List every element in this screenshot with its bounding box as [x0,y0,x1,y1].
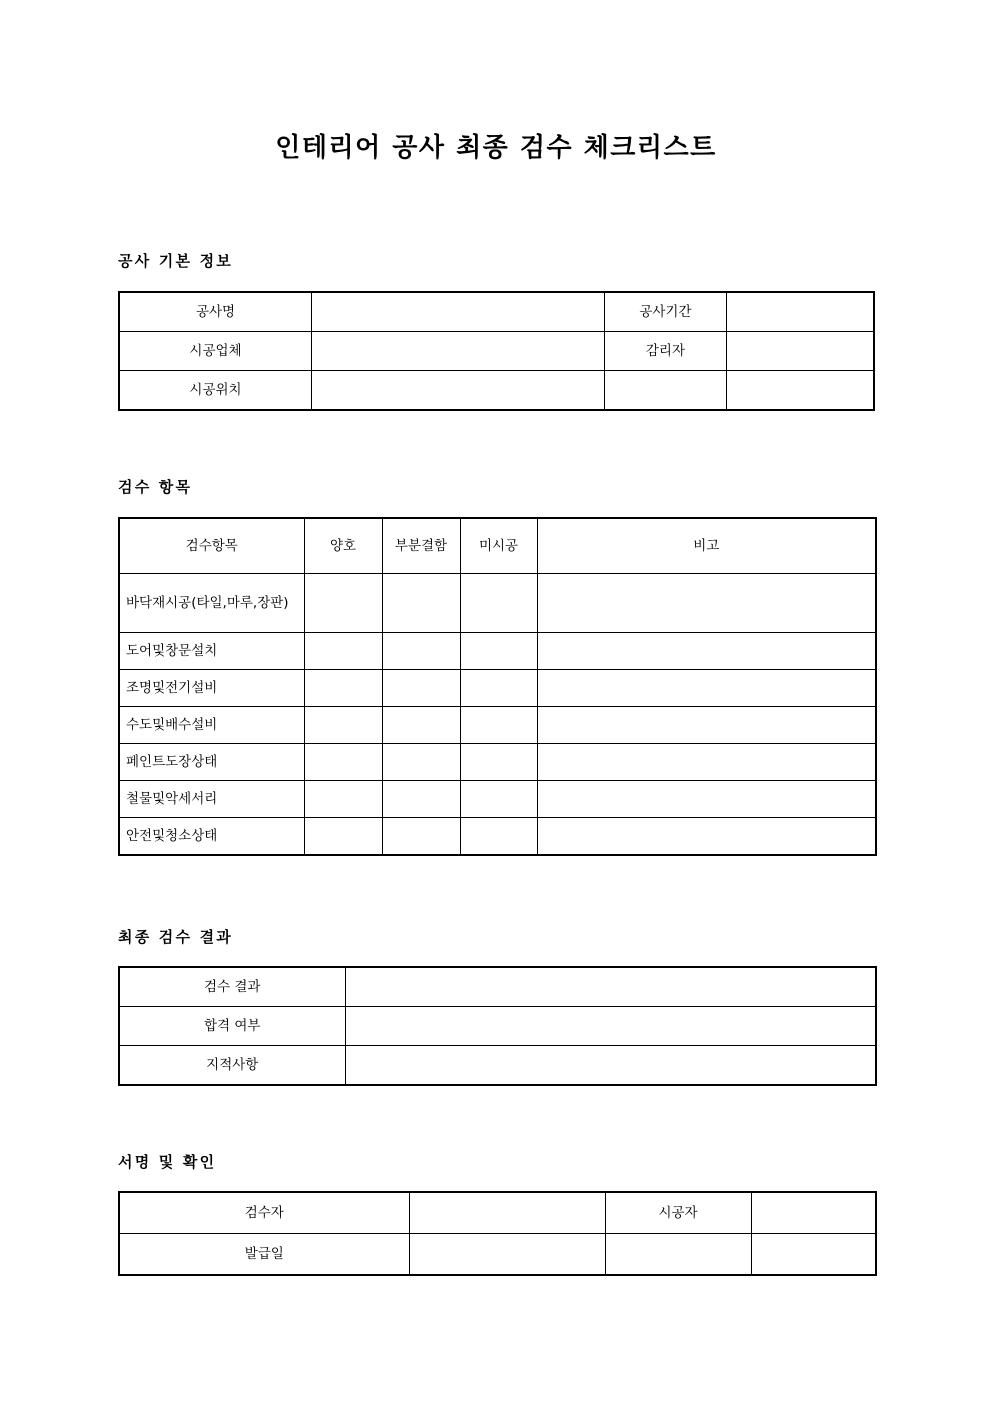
check-missing-lighting-electrical[interactable] [460,670,537,707]
label-inspection-result: 검수 결과 [119,967,345,1007]
table-row [119,1234,876,1276]
page-title: 인테리어 공사 최종 검수 체크리스트 [275,133,717,163]
check-partial-paint-finish[interactable] [382,744,460,781]
check-good-flooring[interactable] [304,574,382,633]
item-name-paint-finish: 페인트도장상태 [119,744,304,781]
field-builder-sign[interactable] [751,1192,876,1234]
check-good-plumbing-drainage[interactable] [304,707,382,744]
signature-table [118,1191,877,1276]
label-supervisor: 감리자 [604,332,726,371]
section-heading-signature: 서명 및 확인 [118,1153,217,1171]
check-good-hardware-accessories[interactable] [304,781,382,818]
label-issue-date: 발급일 [119,1234,409,1276]
check-good-paint-finish[interactable] [304,744,382,781]
field-contractor[interactable] [312,332,605,371]
label-site-location: 시공위치 [119,371,312,411]
field-signature-blank-a[interactable] [605,1234,751,1276]
field-inspector-sign[interactable] [409,1192,605,1234]
section-heading-inspection-items: 검수 항목 [118,478,193,496]
check-missing-hardware-accessories[interactable] [460,781,537,818]
field-basic-blank-b[interactable] [727,371,874,411]
item-name-plumbing-drainage: 수도및배수설비 [119,707,304,744]
check-missing-paint-finish[interactable] [460,744,537,781]
field-inspection-result[interactable] [345,967,876,1007]
column-header-partial: 부분결함 [382,518,460,574]
item-name-safety-cleaning: 안전및청소상태 [119,818,304,856]
item-name-lighting-electrical: 조명및전기설비 [119,670,304,707]
remark-doors-windows[interactable] [537,633,876,670]
check-missing-flooring[interactable] [460,574,537,633]
label-builder: 시공자 [605,1192,751,1234]
section-heading-basic-info: 공사 기본 정보 [118,252,233,270]
table-row [119,670,876,707]
table-row [119,1007,876,1046]
remark-safety-cleaning[interactable] [537,818,876,856]
table-row [119,574,876,633]
check-missing-safety-cleaning[interactable] [460,818,537,856]
field-findings[interactable] [345,1046,876,1086]
remark-hardware-accessories[interactable] [537,781,876,818]
check-partial-doors-windows[interactable] [382,633,460,670]
label-findings: 지적사항 [119,1046,345,1086]
field-project-name[interactable] [312,292,605,332]
table-row [119,744,876,781]
table-row [119,292,874,332]
table-row [119,1046,876,1086]
remark-lighting-electrical[interactable] [537,670,876,707]
field-signature-blank-b[interactable] [751,1234,876,1276]
inspection-items-table [118,517,877,856]
item-name-doors-windows: 도어및창문설치 [119,633,304,670]
check-good-safety-cleaning[interactable] [304,818,382,856]
table-row [119,332,874,371]
field-project-period[interactable] [727,292,874,332]
table-row [119,1192,876,1234]
check-partial-hardware-accessories[interactable] [382,781,460,818]
check-good-lighting-electrical[interactable] [304,670,382,707]
table-row [119,818,876,856]
check-partial-lighting-electrical[interactable] [382,670,460,707]
table-row [119,781,876,818]
field-site-location[interactable] [312,371,605,411]
label-project-period: 공사기간 [604,292,726,332]
check-good-doors-windows[interactable] [304,633,382,670]
check-missing-plumbing-drainage[interactable] [460,707,537,744]
remark-plumbing-drainage[interactable] [537,707,876,744]
check-partial-plumbing-drainage[interactable] [382,707,460,744]
column-header-item: 검수항목 [119,518,304,574]
check-partial-safety-cleaning[interactable] [382,818,460,856]
check-partial-flooring[interactable] [382,574,460,633]
field-supervisor[interactable] [727,332,874,371]
table-row [119,707,876,744]
table-row [119,633,876,670]
remark-paint-finish[interactable] [537,744,876,781]
field-pass-fail[interactable] [345,1007,876,1046]
column-header-good: 양호 [304,518,382,574]
label-project-name: 공사명 [119,292,312,332]
label-inspector: 검수자 [119,1192,409,1234]
table-row [119,371,874,411]
section-heading-final-result: 최종 검수 결과 [118,928,233,946]
final-result-table [118,966,877,1086]
field-issue-date[interactable] [409,1234,605,1276]
check-missing-doors-windows[interactable] [460,633,537,670]
column-header-missing: 미시공 [460,518,537,574]
label-contractor: 시공업체 [119,332,312,371]
table-header-row [119,518,876,574]
item-name-hardware-accessories: 철물및악세서리 [119,781,304,818]
column-header-remark: 비고 [537,518,876,574]
remark-flooring[interactable] [537,574,876,633]
basic-info-table [118,291,875,411]
table-row [119,967,876,1007]
field-basic-blank-a[interactable] [604,371,726,411]
label-pass-fail: 합격 여부 [119,1007,345,1046]
item-name-flooring: 바닥재시공(타일,마루,장판) [119,574,304,633]
